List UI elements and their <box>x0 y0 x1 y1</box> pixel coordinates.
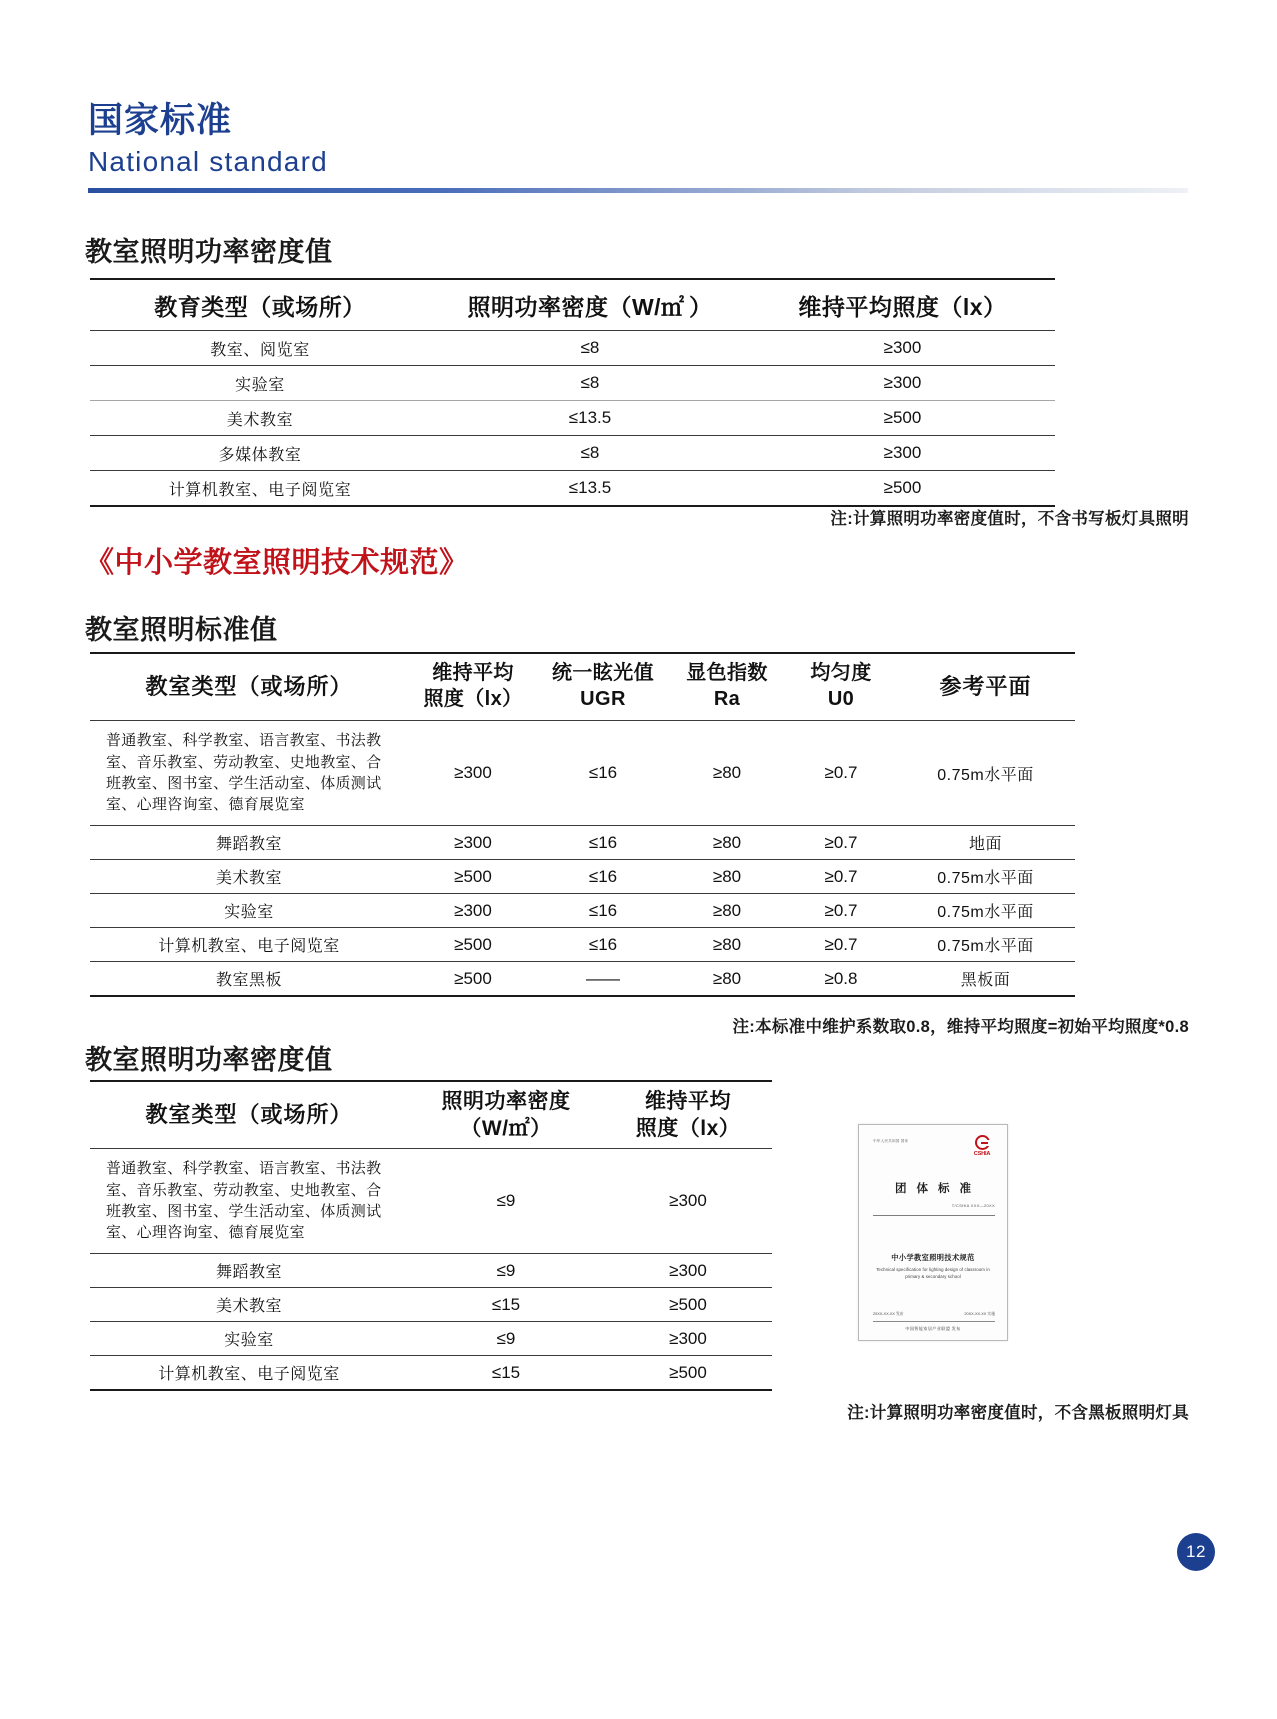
cert-subject-cn: 中小学教室照明技术规范 <box>891 1253 975 1262</box>
table-row <box>90 721 1075 826</box>
cell-type: 计算机教室、电子阅览室 <box>90 471 430 507</box>
cell-type: 计算机教室、电子阅览室 <box>90 928 408 962</box>
cell-illuminance: ≥300 <box>604 1322 772 1356</box>
standard-name-title: 《中小学教室照明技术规范》 <box>85 547 469 579</box>
cell-type: 实验室 <box>90 894 408 928</box>
col-header-classroom-type: 教室类型（或场所） <box>90 1081 408 1149</box>
col-header-ugr <box>538 653 668 721</box>
cert-subject-en: Technical specification for lighting design of classroom in primary & secondary school <box>876 1267 990 1279</box>
cell-uniformity: ≥0.7 <box>786 826 896 860</box>
cell-illuminance: ≥500 <box>750 471 1055 507</box>
table-row <box>90 894 1075 928</box>
cell-type: 美术教室 <box>90 401 430 436</box>
cell-cri: ≥80 <box>668 928 786 962</box>
cell-illuminance: ≥300 <box>604 1254 772 1288</box>
table-row <box>90 860 1075 894</box>
table-row <box>90 1356 772 1391</box>
cell-type: 舞蹈教室 <box>90 1254 408 1288</box>
section-title-lighting-standard: 教室照明标准值 <box>85 615 278 645</box>
cell-illuminance: ≥300 <box>750 436 1055 471</box>
cell-power: ≤13.5 <box>430 471 750 507</box>
cell-uniformity: ≥0.7 <box>786 894 896 928</box>
cell-power: ≤9 <box>408 1149 604 1254</box>
cell-illuminance: ≥500 <box>408 860 538 894</box>
cell-reference-plane: 0.75m水平面 <box>896 894 1075 928</box>
table-row <box>90 366 1055 401</box>
cert-title: 团体标准 <box>895 1183 981 1195</box>
cert-date-publish: 20XX-XX-XX 发布 <box>873 1312 904 1316</box>
cell-uniformity: ≥0.7 <box>786 928 896 962</box>
table-power-density-association <box>90 1080 772 1391</box>
cshia-logo <box>969 1135 995 1157</box>
cert-dates-divider <box>873 1321 995 1322</box>
cell-cri: ≥80 <box>668 826 786 860</box>
table-row <box>90 331 1055 366</box>
cert-standard-code: T/CSHIA XXX—20XX <box>951 1203 995 1208</box>
cell-illuminance: ≥500 <box>604 1356 772 1391</box>
cell-reference-plane: 地面 <box>896 826 1075 860</box>
cshia-logo-icon <box>975 1135 990 1150</box>
header-line-1: 均匀度 <box>810 662 872 685</box>
cell-power: ≤8 <box>430 331 750 366</box>
cell-power: ≤8 <box>430 366 750 401</box>
cell-cri: ≥80 <box>668 962 786 997</box>
table-power-density-national <box>90 278 1055 507</box>
table2-note: 注:本标准中维护系数取0.8，维持平均照度=初始平均照度*0.8 <box>732 1018 1189 1036</box>
cert-issuer: 中国智能家居产业联盟 发布 <box>905 1326 961 1331</box>
cell-ugr: ≤16 <box>538 860 668 894</box>
cert-dates <box>873 1312 995 1317</box>
cell-reference-plane: 0.75m水平面 <box>896 721 1075 826</box>
standard-cover-thumbnail <box>858 1124 1008 1341</box>
col-header-maintained-illuminance <box>604 1081 772 1149</box>
cell-type: 教室黑板 <box>90 962 408 997</box>
section-title-power-density-1: 教室照明功率密度值 <box>85 237 333 267</box>
cell-power: ≤9 <box>408 1254 604 1288</box>
cell-reference-plane: 0.75m水平面 <box>896 928 1075 962</box>
cell-cri: ≥80 <box>668 721 786 826</box>
cell-illuminance: ≥500 <box>408 928 538 962</box>
col-header-reference-plane: 参考平面 <box>896 653 1075 721</box>
cell-reference-plane: 黑板面 <box>896 962 1075 997</box>
section-title-power-density-2: 教室照明功率密度值 <box>85 1045 333 1075</box>
cert-top-code: 中华人民共和国 国家 <box>873 1139 909 1143</box>
header-line-1: 显色指数 <box>686 662 768 685</box>
cell-illuminance: ≥500 <box>750 401 1055 436</box>
col-header-power-density <box>408 1081 604 1149</box>
header-line-1: 照明功率密度 <box>441 1089 571 1113</box>
cell-cri: ≥80 <box>668 860 786 894</box>
table-row <box>90 1254 772 1288</box>
cell-reference-plane: 0.75m水平面 <box>896 860 1075 894</box>
cell-uniformity: ≥0.7 <box>786 721 896 826</box>
table-row <box>90 962 1075 997</box>
col-header-maintained-illuminance <box>408 653 538 721</box>
table-row <box>90 1322 772 1356</box>
cert-divider <box>873 1215 995 1216</box>
cell-illuminance: ≥300 <box>750 331 1055 366</box>
cell-ugr: ≤16 <box>538 894 668 928</box>
cell-type: 普通教室、科学教室、语言教室、书法教室、音乐教室、劳动教室、史地教室、合班教室、图书室、学生活动室、体质测试室、心理咨询室、德育展览室 <box>90 1149 408 1254</box>
cell-type: 计算机教室、电子阅览室 <box>90 1356 408 1391</box>
header-title-en: National standard <box>88 146 328 178</box>
cell-type: 实验室 <box>90 366 430 401</box>
cell-type: 普通教室、科学教室、语言教室、书法教室、音乐教室、劳动教室、史地教室、合班教室、图书室、学生活动室、体质测试室、心理咨询室、德育展览室 <box>90 721 408 826</box>
table-row <box>90 928 1075 962</box>
cell-illuminance: ≥300 <box>408 826 538 860</box>
cell-cri: ≥80 <box>668 894 786 928</box>
table-classroom-lighting-standard <box>90 652 1075 997</box>
col-header-power-density: 照明功率密度（W/㎡ ） <box>430 279 750 331</box>
header-line-2: U0 <box>827 688 855 710</box>
table-row <box>90 401 1055 436</box>
table-row <box>90 1149 772 1254</box>
cell-illuminance: ≥300 <box>750 366 1055 401</box>
cell-type: 教室、阅览室 <box>90 331 430 366</box>
header-line-2: UGR <box>580 688 626 710</box>
header-line-1: 维持平均 <box>432 662 514 685</box>
cell-illuminance: ≥300 <box>408 894 538 928</box>
table-row <box>90 436 1055 471</box>
header-title-cn: 国家标准 <box>88 101 233 140</box>
table-header-row <box>90 279 1055 331</box>
header-line-1: 统一眩光值 <box>552 662 654 685</box>
cell-type: 实验室 <box>90 1322 408 1356</box>
table1-note: 注:计算照明功率密度值时，不含书写板灯具照明 <box>830 510 1189 528</box>
header-line-2: 照度（lx） <box>423 688 523 710</box>
table-row <box>90 471 1055 507</box>
header-line-2: （W/㎡） <box>460 1117 552 1140</box>
header-line-2: Ra <box>713 688 741 710</box>
header-line-1: 维持平均 <box>645 1089 731 1113</box>
header-line-2: 照度（lx） <box>635 1117 741 1140</box>
col-header-classroom-type: 教室类型（或场所） <box>90 653 408 721</box>
page-header <box>88 100 1188 179</box>
header-divider <box>88 188 1188 193</box>
col-header-uniformity <box>786 653 896 721</box>
cell-power: ≤9 <box>408 1322 604 1356</box>
cell-ugr: ≤16 <box>538 826 668 860</box>
cell-illuminance: ≥500 <box>408 962 538 997</box>
cell-power: ≤15 <box>408 1288 604 1322</box>
table-row <box>90 1288 772 1322</box>
cell-illuminance: ≥300 <box>604 1149 772 1254</box>
cell-illuminance: ≥500 <box>604 1288 772 1322</box>
table3-note: 注:计算照明功率密度值时，不含黑板照明灯具 <box>847 1404 1189 1422</box>
table-row <box>90 826 1075 860</box>
cell-power: ≤13.5 <box>430 401 750 436</box>
cell-type: 多媒体教室 <box>90 436 430 471</box>
cell-ugr: ≤16 <box>538 928 668 962</box>
cell-type: 美术教室 <box>90 860 408 894</box>
table1-body <box>90 331 1055 507</box>
cell-uniformity: ≥0.8 <box>786 962 896 997</box>
cell-power: ≤15 <box>408 1356 604 1391</box>
cell-uniformity: ≥0.7 <box>786 860 896 894</box>
cell-type: 美术教室 <box>90 1288 408 1322</box>
col-header-maintained-illuminance: 维持平均照度（lx） <box>750 279 1055 331</box>
page-number-badge: 12 <box>1177 1533 1215 1571</box>
table2-body <box>90 721 1075 997</box>
cell-ugr: ≤16 <box>538 721 668 826</box>
cell-ugr: —— <box>538 962 668 997</box>
table3-body <box>90 1149 772 1391</box>
table-header-row <box>90 1081 772 1149</box>
cell-power: ≤8 <box>430 436 750 471</box>
col-header-education-type: 教育类型（或场所） <box>90 279 430 331</box>
cell-illuminance: ≥300 <box>408 721 538 826</box>
cert-date-effective: 20XX-XX-XX 实施 <box>964 1312 995 1316</box>
cell-type: 舞蹈教室 <box>90 826 408 860</box>
cshia-logo-text: CSHIA <box>973 1151 991 1157</box>
table-header-row <box>90 653 1075 721</box>
col-header-cri <box>668 653 786 721</box>
